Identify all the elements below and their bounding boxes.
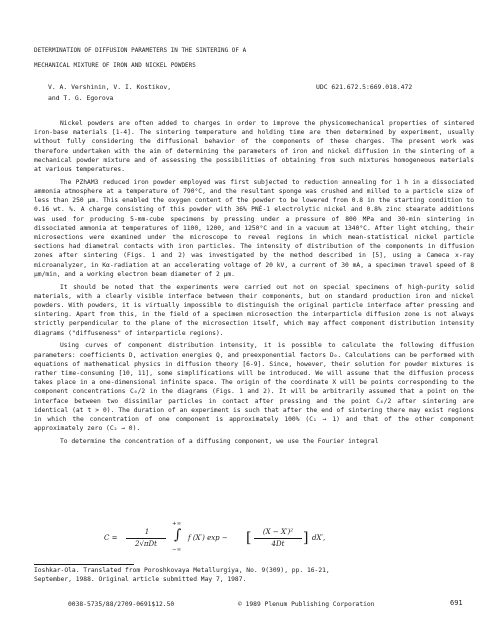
footnote-divider <box>34 564 134 565</box>
paragraph-experimental-note: It should be noted that the experiments were carried out not on special specimens of high-purity solid materials, with a clearly visible interface between their components, but on standard production iron and nickel powders. With powders, it is virtually impossible to distinguish the original particle interface after pressing and sintering. Apart from this, in the field of a specimen microsection the interparticle diffusion zone is not always strictly perpendicular to the plane of the microsection itself, which may affect component distribution intensity diagrams ("diffuseness" of interparticle regions). <box>34 283 474 337</box>
page-number: 691 <box>450 599 463 607</box>
formula-lower-limit: −∞ <box>172 547 182 553</box>
article-body <box>34 119 474 450</box>
paragraph-fourier-intro: To determine the concentration of a diffusing component, we use the Fourier integral <box>60 438 379 446</box>
article-title-line-2: MECHANICAL MIXTURE OF IRON AND NICKEL POWDERS <box>34 63 196 69</box>
footnote-line-2: September, 1988. Original article submitted May 7, 1987. <box>34 576 247 584</box>
article-title-line-1: DETERMINATION OF DIFFUSION PARAMETERS IN THE SINTERING OF A <box>34 48 247 54</box>
formula-exp-denominator: 4Dt <box>271 540 285 548</box>
publisher-copyright: © 1989 Plenum Publishing Corporation <box>238 601 375 608</box>
paragraph-materials-methods: The PZhAM3 reduced iron powder employed was first subjected to reduction annealing for 1 h in a dissociated ammonia atmosphere at a temperature of 790°C, and the resultant sponge was crushed and milled to a particle size of less than 250 μm. This enabled the oxygen content of the powder to be lowered from 0.8 in the starting condition to 0.16 wt. %. A charge consisting of this powder with 36% PNÉ-1 electrolytic nickel and 0.8% zinc stearate additions was used for producing 5-mm-cube specimens by pressing under a pressure of 800 MPa and 30-min sintering in dissociated ammonia at temperatures of 1100, 1200, and 1250°C and in a vacuum at 1340°C. After light etching, their microsections were examined under the microscope to reveal regions in which mean-statistical nickel particle sections had diametral contacts with iron particles. The intensity of distribution of the components in diffusion zones after sintering (Figs. 1 and 2) was investigated by the method described in [5], using a Cameca x-ray microanalyzer, in Kα-radiation at an accelerating voltage of 20 kV, a current of 30 mA, a specimen travel speed of 8 μm/min, and a working electron beam diameter of 2 μm. <box>34 178 474 278</box>
article-title <box>34 44 474 74</box>
article-code: 0038-5735/88/2709-0691$12.50 <box>68 601 175 608</box>
paragraph-diffusion-parameters: Using curves of component distribution intensity, it is possible to calculate the following diffusion parameters: coefficients D, activation energies Q, and preexponential factors D₀. Calculations can be performed with equations of mathematical physics in diffusion theory [6-9]. Since, however, their solution for powder mixtures is rather time-consuming [10, 11], some simplifications will be introduced. We will assume that the diffusion process takes place in a one-dimensional infinite space. The origin of the coordinate X will be points corresponding to the component concentrations C₀/2 in the diagrams (Figs. 1 and 2). It will be arbitrarily assumed that a point on the interface between two dissimilar particles in contact after pressing and the point C₀/2 after sintering are identical (at t > 0). The duration of an experiment is such that after the end of sintering there may exist regions in which the concentration of one component is approximately 100% (C₁ → 1) and that of the other component approximately zero (C₂ → 0). <box>34 342 474 433</box>
formula-exp-fraction-bar <box>254 538 302 539</box>
author-line-1: V. A. Vershinin, V. I. Kostikov, <box>48 83 172 91</box>
udc-code: UDC 621.672.5:669.018.472 <box>316 83 413 91</box>
formula-coef-fraction-bar <box>126 538 166 539</box>
formula-coef-denominator: 2√πDt <box>135 540 157 548</box>
footnote-line-1: Ioshkar-Ola. Translated from Poroshkovaya Metallurgiya, No. 9(309), pp. 16-21, <box>34 567 330 574</box>
formula-lhs: C = <box>104 534 118 542</box>
fourier-integral-equation <box>104 521 424 554</box>
author-list <box>48 82 298 104</box>
formula-coef-numerator: 1 <box>144 528 150 536</box>
page-footer <box>68 600 488 609</box>
formula-upper-limit: +∞ <box>172 521 182 527</box>
footnote <box>34 566 474 584</box>
formula-integrand: f (X′) exp − <box>188 534 228 542</box>
formula-exp-numerator: (X − X′)² <box>262 528 294 536</box>
formula-differential: dX′, <box>312 534 326 542</box>
formula-integral-sign: ∫ <box>174 527 182 543</box>
paragraph-intro: Nickel powders are often added to charges in order to improve the physicomechanical properties of sintered iron-base materials [1-4]. The sintering temperature and holding time are then determined by experiment, usually without fully considering the diffusional behavior of the components of these charges. The present work was therefore undertaken with the aim of determining the parameters of iron and nickel diffusion in the sintering of a mechanical powder mixture and of assessing the possibilities of obtaining from such mixtures homogeneous materials at various temperatures. <box>34 120 474 174</box>
formula-right-bracket: ] <box>303 530 309 546</box>
author-line-2: and T. G. Egorova <box>48 94 114 102</box>
formula-left-bracket: [ <box>246 530 252 546</box>
